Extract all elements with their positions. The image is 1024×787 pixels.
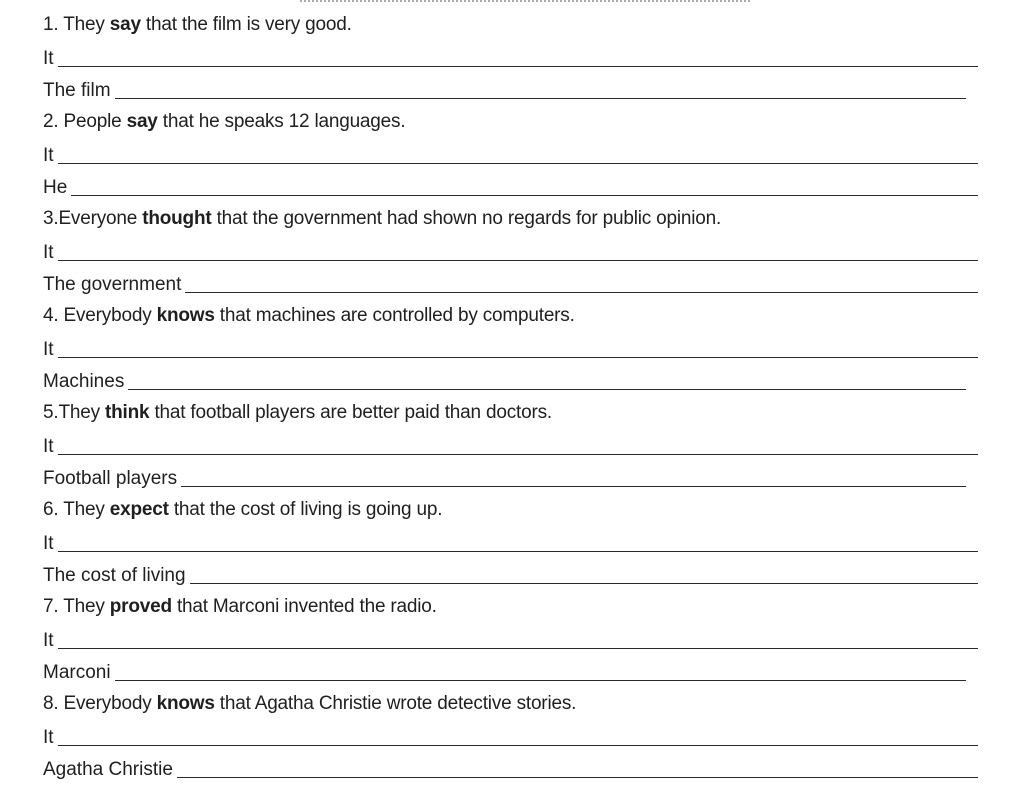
reporting-verb: think [104,402,150,423]
prompt-text: that Marconi invented the radio. [171,596,437,617]
reporting-verb: say [109,14,141,35]
exercise-number: 7. [43,596,59,617]
answer-blank[interactable] [58,246,978,261]
exercise-number: 6. [43,499,59,520]
prompt-text: that Agatha Christie wrote detective stories. [214,693,577,714]
exercise-number: 4. [43,305,59,326]
answer-line[interactable] [43,558,978,590]
exercise-prompt [43,8,978,41]
exercise-2 [43,105,978,202]
answer-starter: It [43,242,54,263]
answer-starter: It [43,48,54,69]
exercise-prompt [43,105,978,138]
answer-blank[interactable] [115,84,966,99]
answer-blank[interactable] [115,666,966,681]
answer-starter: The cost of living [43,565,186,586]
answer-line[interactable] [43,752,978,784]
answer-line[interactable] [43,623,978,655]
prompt-text: Everybody [58,693,157,714]
exercise-prompt [43,687,978,720]
answer-starter: Machines [43,371,125,392]
answer-blank[interactable] [58,537,978,552]
answer-starter: The film [43,80,111,101]
answer-blank[interactable] [58,731,978,746]
reporting-verb: proved [109,596,172,617]
exercise-1 [43,8,978,105]
exercise-prompt [43,299,978,332]
exercise-4 [43,299,978,396]
prompt-text: that he speaks 12 languages. [157,111,406,132]
reporting-verb: thought [142,208,212,229]
answer-blank[interactable] [185,278,978,293]
exercise-number: 2. [43,111,59,132]
answer-line[interactable] [43,267,978,299]
answer-blank[interactable] [58,343,978,358]
answer-line[interactable] [43,720,978,752]
answer-blank[interactable] [181,472,966,487]
answer-line[interactable] [43,655,978,687]
prompt-text: They [58,596,110,617]
answer-starter: Agatha Christie [43,759,173,780]
answer-blank[interactable] [190,569,978,584]
prompt-text: They [58,402,105,423]
answer-starter: Marconi [43,662,111,683]
answer-blank[interactable] [58,440,978,455]
exercise-prompt [43,590,978,623]
answer-blank[interactable] [58,149,978,164]
exercise-prompt [43,493,978,526]
answer-starter: It [43,727,54,748]
prompt-text: Everyone [58,208,143,229]
prompt-text: that machines are controlled by computers. [214,305,575,326]
prompt-text: People [58,111,127,132]
answer-line[interactable] [43,461,978,493]
prompt-text: Everybody [58,305,157,326]
prompt-text: They [58,14,110,35]
answer-blank[interactable] [177,763,978,778]
prompt-text: that football players are better paid than doctors. [149,402,552,423]
exercise-prompt [43,396,978,429]
answer-starter: It [43,436,54,457]
reporting-verb: expect [109,499,169,520]
answer-line[interactable] [43,235,978,267]
reporting-verb: knows [156,305,215,326]
answer-starter: It [43,533,54,554]
answer-starter: Football players [43,468,178,489]
answer-starter: The government [43,274,182,295]
cropped-title-remnant [300,0,750,5]
answer-line[interactable] [43,364,978,396]
answer-starter: It [43,145,54,166]
exercise-6 [43,493,978,590]
answer-line[interactable] [43,429,978,461]
prompt-text: that the film is very good. [140,14,352,35]
answer-line[interactable] [43,332,978,364]
answer-line[interactable] [43,526,978,558]
answer-blank[interactable] [128,375,966,390]
exercise-number: 8. [43,693,59,714]
exercise-number: 5. [43,402,59,423]
answer-line[interactable] [43,41,978,73]
answer-blank[interactable] [58,52,978,67]
reporting-verb: knows [156,693,215,714]
exercise-number: 3. [43,208,59,229]
prompt-text: They [58,499,110,520]
worksheet [43,8,978,784]
answer-line[interactable] [43,170,978,202]
answer-blank[interactable] [71,181,978,196]
answer-line[interactable] [43,73,978,105]
exercise-number: 1. [43,14,59,35]
reporting-verb: say [126,111,158,132]
exercise-8 [43,687,978,784]
exercise-3 [43,202,978,299]
exercise-5 [43,396,978,493]
prompt-text: that the cost of living is going up. [168,499,443,520]
exercise-7 [43,590,978,687]
exercise-prompt [43,202,978,235]
prompt-text: that the government had shown no regards for public opinion. [211,208,722,229]
answer-line[interactable] [43,138,978,170]
answer-starter: It [43,630,54,651]
answer-blank[interactable] [58,634,978,649]
answer-starter: It [43,339,54,360]
answer-starter: He [43,177,68,198]
